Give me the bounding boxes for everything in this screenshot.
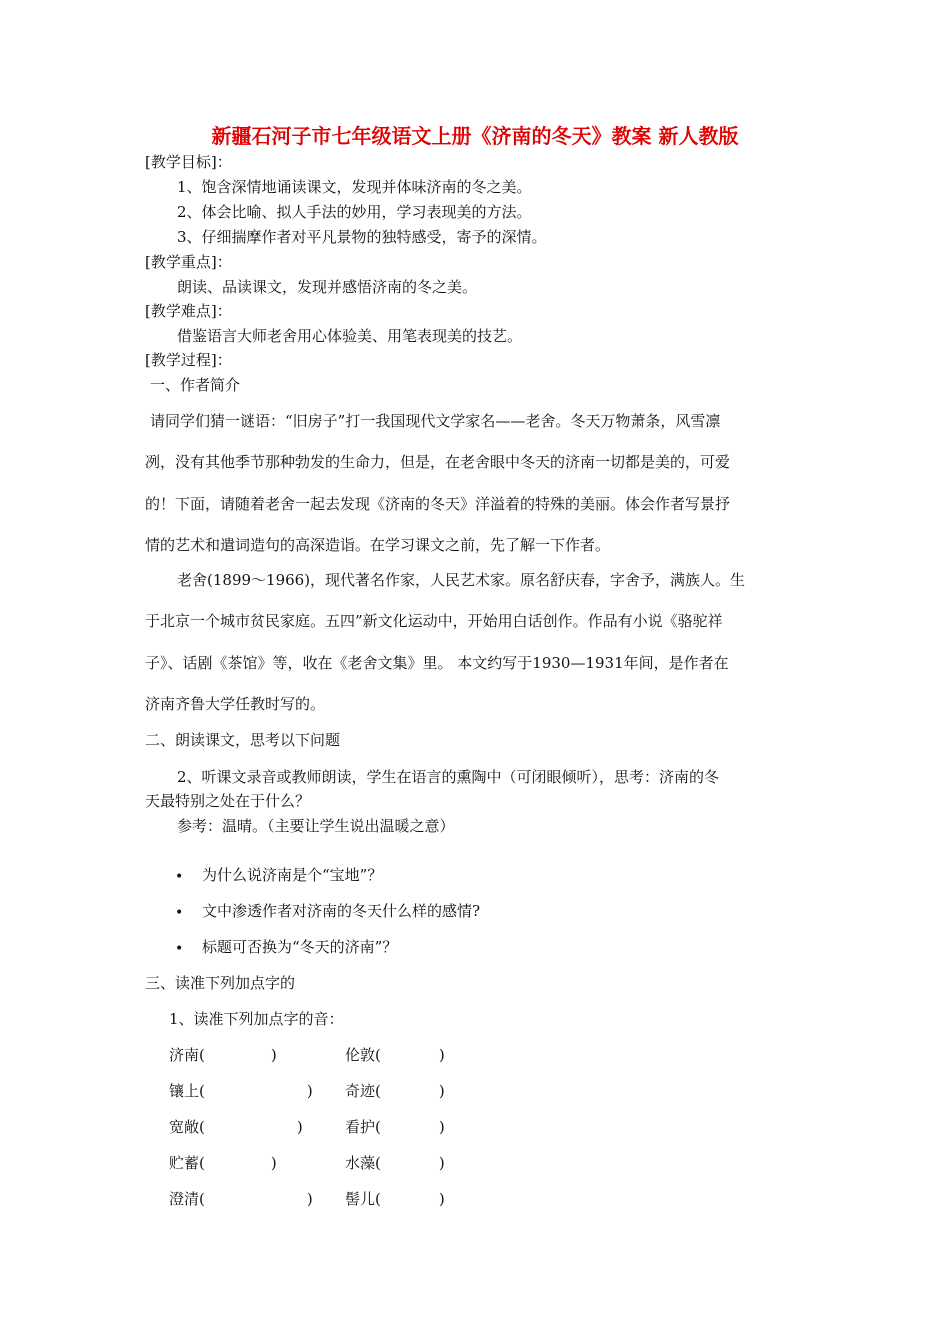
paragraph-line: 老舍(1899～1966)，现代著名作家，人民艺术家。原名舒庆春，字舍予，满族人。生 [177, 571, 746, 589]
pinyin-blank: 看护( ) [345, 1118, 445, 1136]
paragraph-line: 请同学们猜一谜语：“旧房子”打一我国现代文学家名——老舍。冬天万物萧条，风雪凛 [150, 412, 721, 430]
objective-item: 2、体会比喻、拟人手法的妙用，学习表现美的方法。 [177, 203, 532, 221]
key-points-text: 朗读、品读课文，发现并感悟济南的冬之美。 [177, 278, 478, 296]
pinyin-blank: 水藻( ) [345, 1154, 445, 1172]
section2-heading: 二、朗读课文，思考以下问题 [145, 731, 341, 749]
bullet-icon: • [175, 905, 184, 921]
answer-line: 参考：温晴。（主要让学生说出温暖之意） [177, 817, 455, 835]
pinyin-blank: 髻儿( ) [345, 1190, 445, 1208]
bullet-icon: • [175, 941, 184, 957]
pinyin-blank: 澄清( ) [169, 1190, 313, 1208]
question-line: 天最特别之处在于什么？ [145, 792, 311, 810]
objective-item: 1、饱含深情地诵读课文，发现并体味济南的冬之美。 [177, 178, 532, 196]
objectives-heading: [教学目标]： [145, 153, 232, 171]
paragraph-line: 于北京一个城市贫民家庭。五四”新文化运动中，开始用白话创作。作品有小说《骆驼祥 [145, 612, 723, 630]
bullet-item: 文中渗透作者对济南的冬天什么样的感情? [202, 902, 481, 920]
pinyin-blank: 济南( ) [169, 1046, 277, 1064]
paragraph-line: 冽，没有其他季节那种勃发的生命力，但是，在老舍眼中冬天的济南一切都是美的，可爱 [145, 453, 731, 471]
section3-subheading: 1、读准下列加点字的音： [169, 1010, 344, 1028]
document-title: 新疆石河子市七年级语文上册《济南的冬天》教案 新人教版 [211, 124, 739, 148]
pinyin-blank: 奇迹( ) [345, 1082, 445, 1100]
difficulties-heading: [教学难点]： [145, 302, 232, 320]
bullet-icon: • [175, 869, 184, 885]
pinyin-blank: 宽敞( ) [169, 1118, 303, 1136]
pinyin-blank: 镶上( ) [169, 1082, 313, 1100]
pinyin-blank: 贮蓄( ) [169, 1154, 277, 1172]
difficulties-text: 借鉴语言大师老舍用心体验美、用笔表现美的技艺。 [177, 327, 523, 345]
pinyin-blank: 伦敦( ) [345, 1046, 445, 1064]
process-heading: [教学过程]： [145, 351, 232, 369]
key-points-heading: [教学重点]： [145, 253, 232, 271]
bullet-item: 标题可否换为“冬天的济南”？ [202, 938, 398, 956]
question-line: 2、听课文录音或教师朗读，学生在语言的熏陶中（可闭眼倾听），思考：济南的冬 [177, 768, 720, 786]
paragraph-line: 的！下面，请随着老舍一起去发现《济南的冬天》洋溢着的特殊的美丽。体会作者写景抒 [145, 495, 731, 513]
paragraph-line: 情的艺术和遣词造句的高深造诣。在学习课文之前，先了解一下作者。 [145, 536, 611, 554]
bullet-item: 为什么说济南是个“宝地”？ [202, 866, 383, 884]
objective-item: 3、仔细揣摩作者对平凡景物的独特感受，寄予的深情。 [177, 228, 547, 246]
paragraph-line: 子》、话剧《茶馆》等，收在《老舍文集》里。 本文约写于1930—1931年间，是作者在 [145, 654, 729, 672]
paragraph-line: 济南齐鲁大学任教时写的。 [145, 695, 326, 713]
section3-heading: 三、读准下列加点字的 [145, 974, 296, 992]
section1-heading: 一、作者简介 [150, 376, 241, 394]
